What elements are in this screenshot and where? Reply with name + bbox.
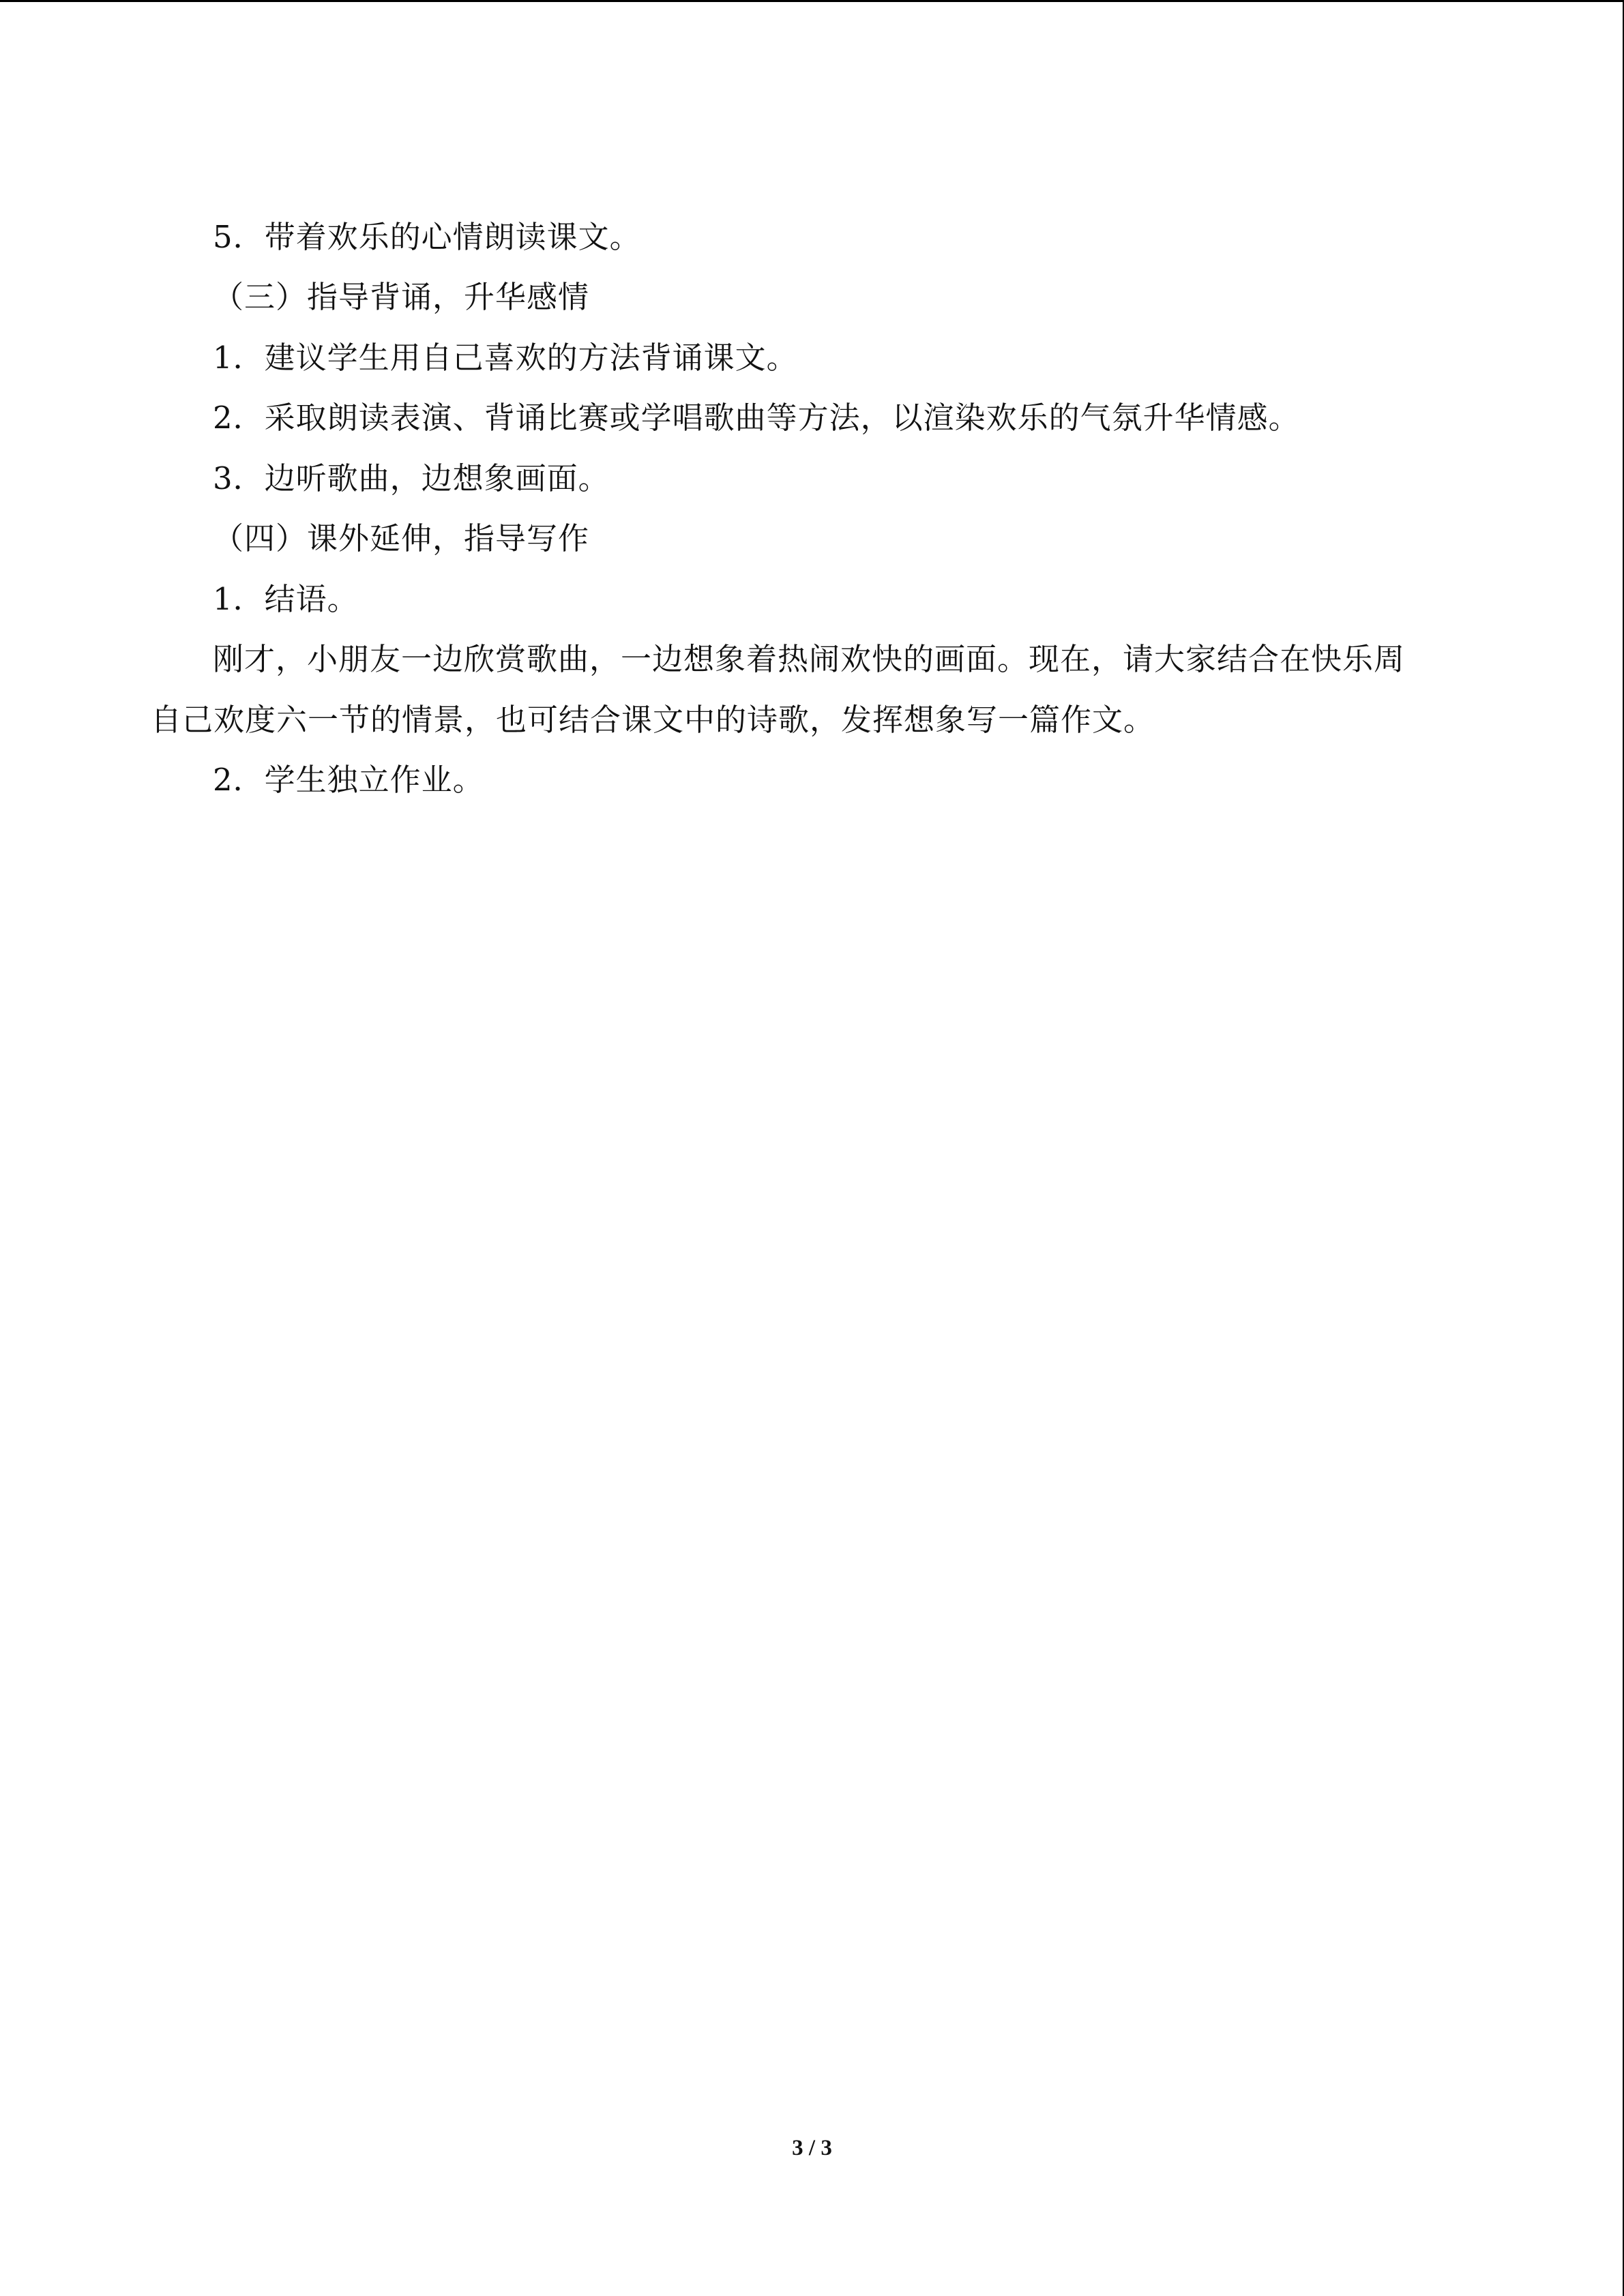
list-item: 3．边听歌曲，边想象画面。 bbox=[213, 460, 610, 496]
page-top-border bbox=[0, 0, 1624, 2]
list-item: 5．带着欢乐的心情朗读课文。 bbox=[213, 219, 641, 255]
list-item: 1．建议学生用自己喜欢的方法背诵课文。 bbox=[213, 340, 798, 376]
list-item: 2．采取朗读表演、背诵比赛或学唱歌曲等方法，以渲染欢乐的气氛升华情感。 bbox=[213, 400, 1300, 436]
list-item: 2．学生独立作业。 bbox=[213, 762, 484, 798]
paragraph-line: 刚才，小朋友一边欣赏歌曲，一边想象着热闹欢快的画面。现在，请大家结合在快乐周 bbox=[213, 641, 1406, 677]
paragraph-line: 自己欢度六一节的情景，也可结合课文中的诗歌，发挥想象写一篇作文。 bbox=[151, 702, 1155, 738]
section-heading: （四）课外延伸，指导写作 bbox=[213, 520, 590, 556]
section-heading: （三）指导背诵，升华感情 bbox=[213, 279, 590, 315]
page-number: 3 / 3 bbox=[792, 2136, 832, 2160]
list-item: 1．结语。 bbox=[213, 581, 359, 617]
